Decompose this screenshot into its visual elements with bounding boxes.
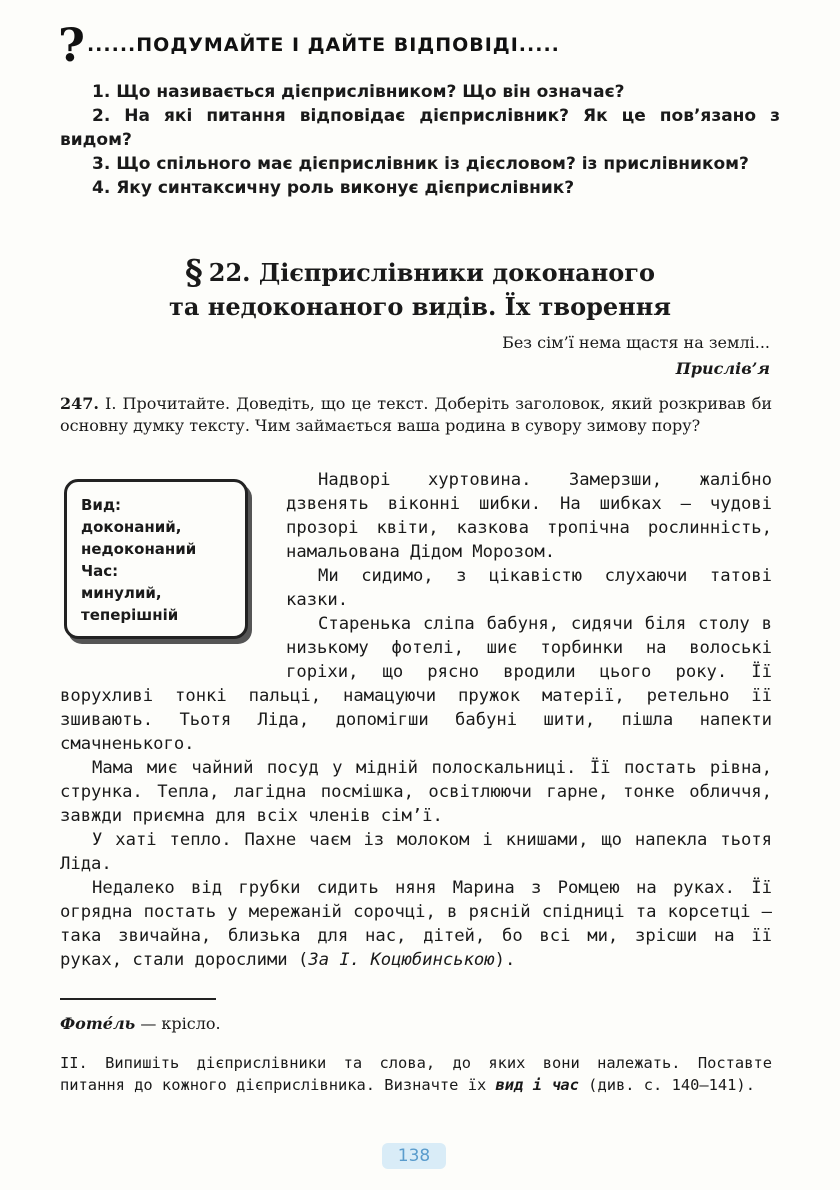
text-source: За І. Коцюбинською	[308, 950, 495, 970]
exercise-task	[60, 393, 772, 437]
task2-emphasis: вид і час	[495, 1076, 579, 1094]
question-item: 3. Що спільного має дієприслівник із дієсловом? із прислівником?	[92, 154, 749, 174]
question-item: 2. На які питання відповідає дієприслівник? Як це пов’язано з видом?	[60, 106, 780, 150]
text-paragraph: Недалеко від грубки сидить няня Марина з Ромцею на руках. Її огрядна постать у мережаній сорочці, в рясній спідниці та корсетці — така звичайна, близька для нас, дітей, бо всі ми, зрісши на її руках, стали дорослими (За І. Коцюбинською).	[60, 878, 772, 970]
epigraph	[270, 330, 770, 382]
section-title-line2: та недоконаного видів. Їх творення	[168, 292, 672, 321]
section-title	[120, 253, 720, 323]
section-title-line1: 22. Дієприслівники доконаного	[208, 258, 656, 287]
text-paragraph: Ми сидимо, з цікавістю слухаючи татові казки.	[286, 566, 772, 610]
think-and-answer-header	[58, 18, 788, 72]
footnote-term: Фоте́ль	[60, 1014, 136, 1033]
text-paragraph: У хаті тепло. Пахне чаєм із молоком і книшами, що напекла тьотя Ліда.	[60, 830, 772, 874]
question-item: 1. Що називається дієприслівником? Що він означає?	[92, 82, 625, 102]
text-paragraph: Старенька сліпа бабуня, сидячи біля столу в низькому фотелі, шиє торбинки на волоські горіхи, що рясно вродили цього року. Її ворухливі тонкі пальці, намацуючи пружок матерії, ретельно її зшивають. Тьотя Ліда, допомігши бабуні шити, пішла напекти смачненького.	[60, 614, 772, 754]
exercise-number: 247.	[60, 394, 99, 413]
question-mark-icon: ?	[58, 18, 85, 72]
exercise-instruction: І. Прочитайте. Доведіть, що це текст. Доберіть заголовок, який розкривав би основну думку тексту. Чим займається ваша родина в сувору зимову пору?	[60, 394, 772, 435]
hint-box: Вид: доконаний, недоконаний Час: минулий, теперішній	[64, 479, 248, 639]
page-number: 138	[382, 1143, 446, 1169]
text-paragraph: Надворі хуртовина. Замерзши, жалібно дзвенять віконні шибки. На шибках — чудові прозорі квіти, казкова тропічна рослинність, намальована Дідом Морозом.	[286, 470, 772, 562]
epigraph-text: Без сім’ї нема щастя на землі...	[502, 333, 770, 352]
exercise-task-2: ІІ. Випишіть дієприслівники та слова, до яких вони належать. Поставте питання до кожного дієприслівника. Визначте їх вид і час (див. с. 140—141).	[60, 1054, 772, 1094]
text-paragraph: Мама миє чайний посуд у мідній полоскальниці. Її постать рівна, струнка. Тепла, лагідна посмішка, освітлюючи гарне, тонке обличчя, завжди приємна для всіх членів сім’ї.	[60, 758, 772, 826]
footnote-divider	[60, 998, 216, 1000]
footnote	[60, 1013, 660, 1035]
think-title: ......ПОДУМАЙТЕ І ДАЙТЕ ВІДПОВІДІ.....	[86, 34, 560, 56]
footnote-definition: — крісло.	[135, 1014, 221, 1033]
section-sign: §	[184, 253, 203, 293]
epigraph-source: Прислів’я	[675, 359, 770, 378]
review-questions	[60, 80, 780, 200]
question-item: 4. Яку синтаксичну роль виконує дієприслівник?	[92, 178, 575, 198]
